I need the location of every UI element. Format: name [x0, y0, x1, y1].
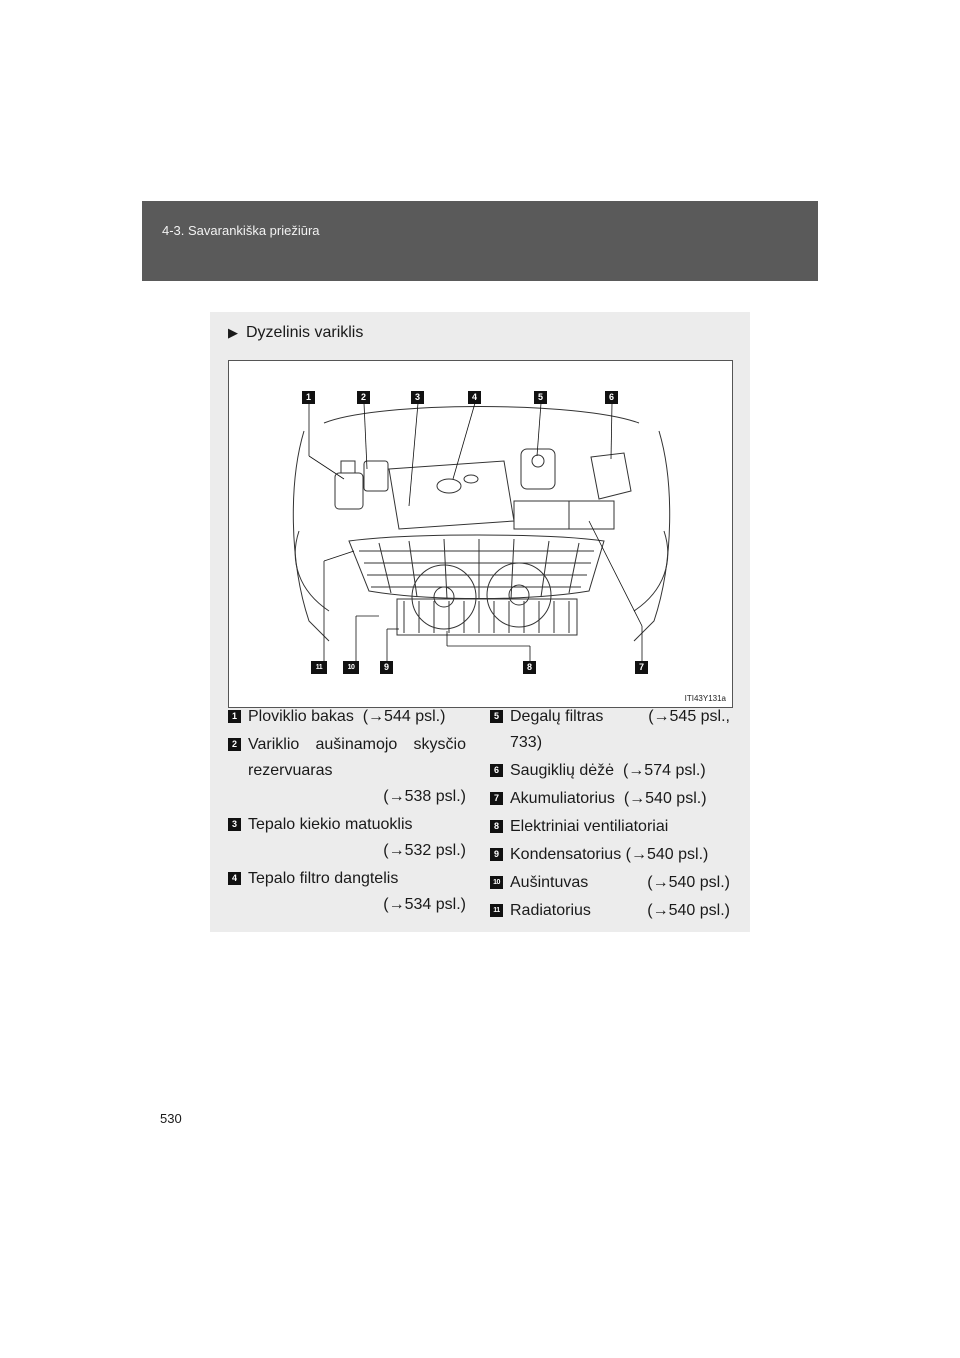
callout-5: 5: [534, 391, 547, 404]
page-reference: (→538 psl.): [383, 788, 466, 805]
page-reference: (→540 psl.): [647, 874, 730, 891]
page-reference: (→574 psl.): [622, 762, 706, 779]
item-label-continued: rezervuaras: [248, 762, 333, 779]
items-right-column: [490, 704, 730, 924]
page-reference-continued: 733): [510, 734, 543, 751]
item-number: 1: [228, 710, 241, 723]
page-reference: (→540 psl.): [647, 902, 730, 919]
section-heading: [228, 324, 363, 342]
item-number: 4: [228, 872, 241, 885]
item-label: Saugiklių dėžė: [510, 762, 615, 779]
header-band: [142, 201, 818, 281]
list-item: [228, 732, 466, 810]
item-number: 3: [228, 818, 241, 831]
callout-6: 6: [605, 391, 618, 404]
callout-4: 4: [468, 391, 481, 404]
content-panel: [210, 312, 750, 932]
item-number: 6: [490, 764, 503, 777]
item-label: Tepalo kiekio matuoklis: [248, 816, 413, 833]
item-label: Tepalo filtro dangtelis: [248, 870, 399, 887]
section-heading-text: Dyzelinis variklis: [246, 324, 364, 341]
item-number: 11: [490, 904, 503, 917]
figure-code: ITI43Y131a: [684, 694, 726, 703]
page-reference: (→534 psl.): [383, 896, 466, 913]
item-label: Elektriniai ventiliatoriai: [510, 818, 669, 835]
triangle-bullet-icon: ▶: [228, 325, 238, 340]
item-label: Variklio aušinamojo skysčio: [248, 736, 466, 753]
item-label: Degalų filtras: [510, 708, 604, 725]
callout-2: 2: [357, 391, 370, 404]
page-reference: (→545 psl.,: [648, 708, 730, 725]
list-item: [228, 866, 466, 918]
item-label: Ploviklio bakas: [248, 708, 354, 725]
item-number: 5: [490, 710, 503, 723]
list-item: [490, 704, 730, 756]
page-reference: (→540 psl.): [623, 790, 707, 807]
callout-8: 8: [523, 661, 536, 674]
list-item: [490, 786, 730, 812]
item-label: Radiatorius: [510, 902, 591, 919]
callout-1: 1: [302, 391, 315, 404]
item-label: Kondensatorius: [510, 846, 622, 863]
item-number: 8: [490, 820, 503, 833]
page-reference: (→540 psl.): [625, 846, 709, 863]
items-left-column: [228, 704, 466, 918]
item-number: 2: [228, 738, 241, 751]
callout-11: 11: [311, 661, 327, 674]
callout-3: 3: [411, 391, 424, 404]
item-label: Akumuliatorius: [510, 790, 615, 807]
item-number: 9: [490, 848, 503, 861]
list-item: [228, 812, 466, 864]
list-item: [490, 870, 730, 896]
section-title: 4-3. Savarankiška priežiūra: [162, 223, 320, 238]
list-item: [490, 758, 730, 784]
engine-illustration: [228, 360, 733, 708]
list-item: [490, 898, 730, 924]
engine-drawing: [229, 361, 732, 707]
item-label: Aušintuvas: [510, 874, 589, 891]
list-item: [490, 814, 730, 840]
item-number: 7: [490, 792, 503, 805]
list-item: [490, 842, 730, 868]
page-number: 530: [160, 1111, 182, 1126]
page-reference: (→544 psl.): [362, 708, 446, 725]
list-item: [228, 704, 466, 730]
item-number: 10: [490, 876, 503, 889]
callout-9: 9: [380, 661, 393, 674]
page-reference: (→532 psl.): [383, 842, 466, 859]
callout-7: 7: [635, 661, 648, 674]
callout-10: 10: [343, 661, 359, 674]
